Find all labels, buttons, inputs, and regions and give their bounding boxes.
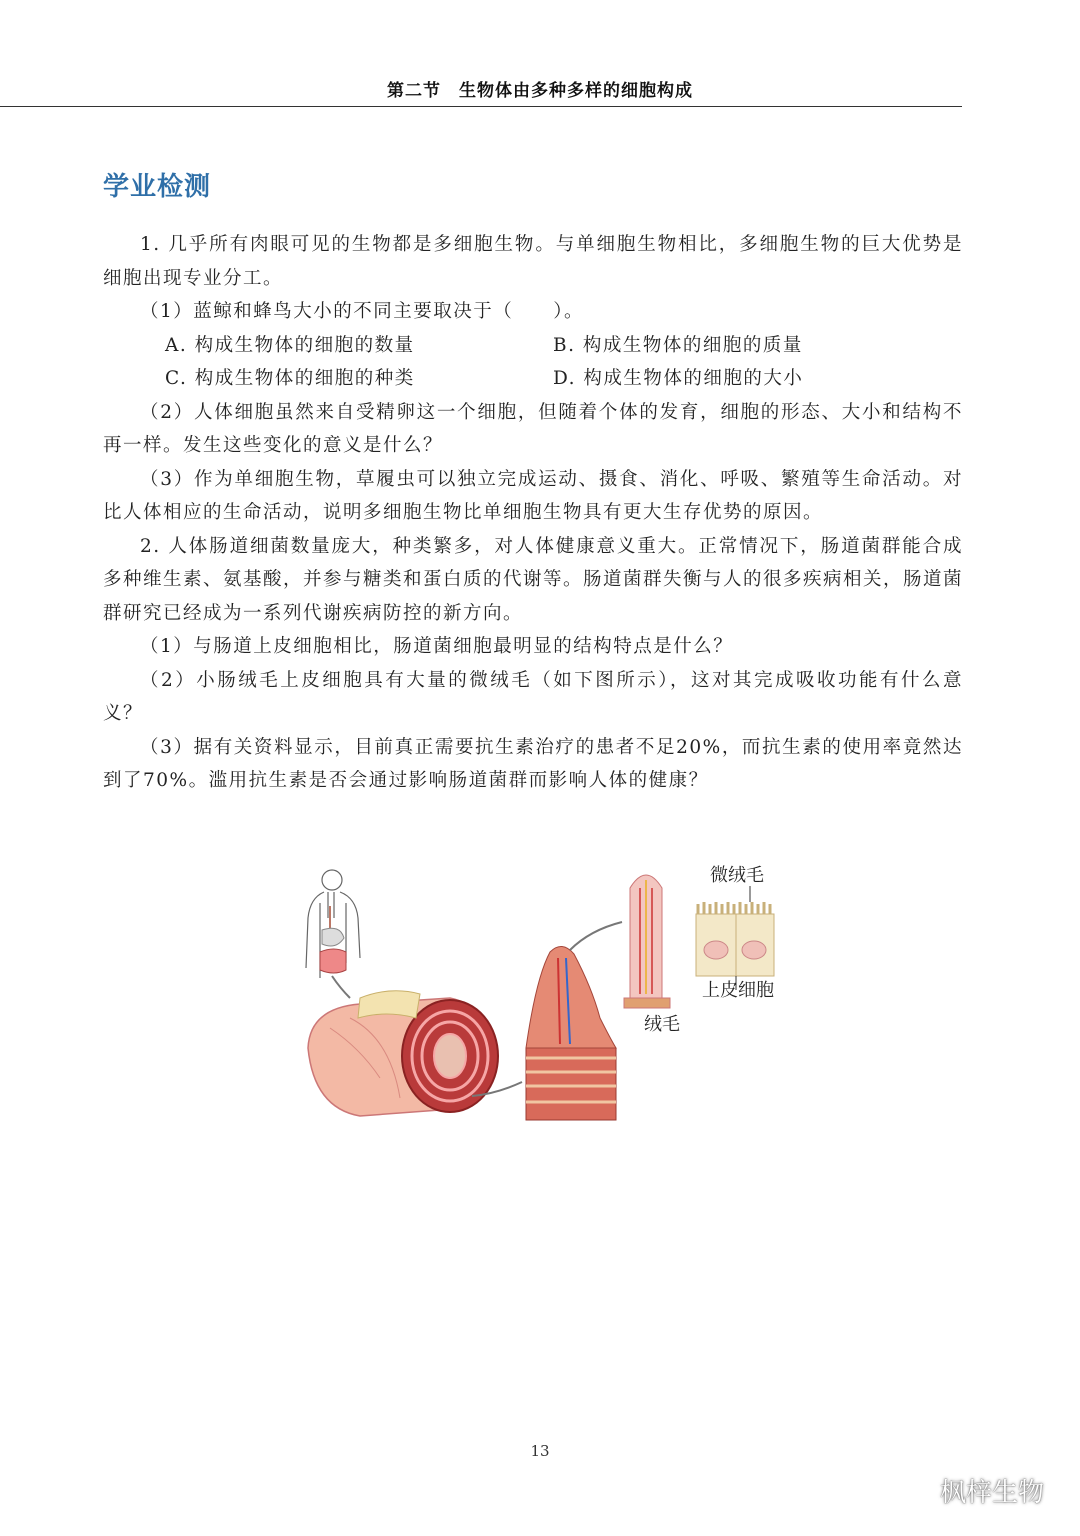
digestive-tract [320,906,346,973]
small-intestine-section [308,991,498,1116]
q2-sub1: （1）与肠道上皮细胞相比，肠道菌细胞最明显的结构特点是什么？ [140,636,734,657]
option-a: A. 构成生物体的细胞的数量 [165,334,415,356]
watermark-text: 枫梓生物 [939,1478,1044,1508]
intestine-figure [300,858,780,1138]
wechat-icon [902,1478,932,1504]
header-rule [0,106,962,107]
option-c: C. 构成生物体的细胞的种类 [165,368,415,389]
arrow-body-to-intestine [332,976,350,998]
single-villus [624,875,670,1008]
q1-stem: 1. 几乎所有肉眼可见的生物都是多细胞生物。与单细胞生物相比，多细胞生物的巨大优势是细胞出现专业分工。 [103,234,963,289]
epithelial-cells [696,886,774,990]
label-epithelial-cell: 上皮细胞 [702,980,774,1001]
option-b: B. 构成生物体的细胞的质量 [553,334,803,356]
option-d: D. 构成生物体的细胞的大小 [553,368,804,389]
running-header: 第二节 生物体由多种多样的细胞构成 [387,81,693,101]
arrow-villi-to-villus [570,922,622,950]
q1-sub3: （3）作为单细胞生物，草履虫可以独立完成运动、摄食、消化、呼吸、繁殖等生命活动。对比人体相应的生命活动，说明多细胞生物比单细胞生物具有更大生存优势的原因。 [103,468,963,523]
q1-options [103,329,963,396]
label-villus: 绒毛 [644,1014,680,1035]
q1-sub2: （2）人体细胞虽然来自受精卵这一个细胞，但随着个体的发育，细胞的形态、大小和结构不再一样。发生这些变化的意义是什么？ [103,401,963,456]
label-microvilli: 微绒毛 [710,865,764,886]
q2-sub2: （2）小肠绒毛上皮细胞具有大量的微绒毛（如下图所示），这对其完成吸收功能有什么意义？ [103,669,963,724]
q2-stem: 2. 人体肠道细菌数量庞大，种类繁多，对人体健康意义重大。正常情况下，肠道菌群能合成多种维生素、氨基酸，并参与糖类和蛋白质的代谢等。肠道菌群失衡与人的很多疾病相关，肠道菌群研究已经成为一系列代谢疾病防控的新方向。 [103,535,964,624]
watermark [902,1472,1044,1509]
section-title: 学业检测 [103,172,212,202]
exercise-body [103,228,963,798]
q2-sub3: （3）据有关资料显示，目前真正需要抗生素治疗的患者不足20%，而抗生素的使用率竟然达到了70%。滥用抗生素是否会通过影响肠道菌群而影响人体的健康？ [103,736,963,791]
q1-sub1: （1）蓝鲸和蜂鸟大小的不同主要取决于（ ）。 [140,301,585,322]
villi-block [526,946,616,1120]
page-number: 13 [530,1442,550,1460]
